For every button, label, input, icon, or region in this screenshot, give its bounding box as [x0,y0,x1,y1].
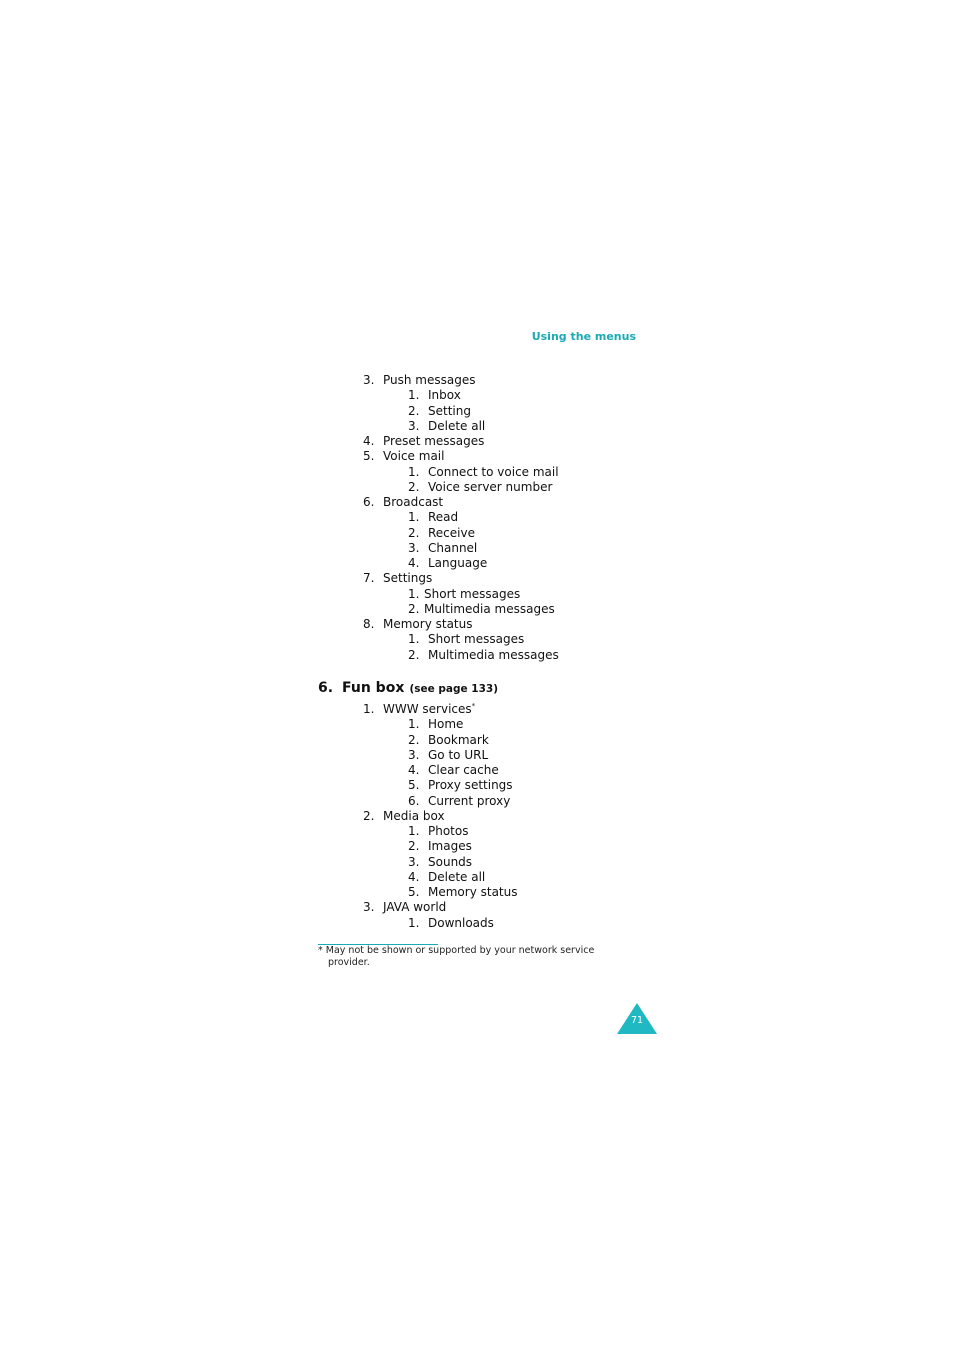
item-label: Short messages [428,632,525,647]
item-number: 4. [363,434,375,448]
submenu-item [318,510,658,525]
footnote-line-2: provider. [328,957,370,968]
item-number: 1. [363,702,375,716]
heading-page-reference: (see page 133) [409,683,498,695]
item-number: 6. [363,495,375,509]
submenu-item [318,419,658,434]
item-label: Multimedia messages [424,601,555,616]
fun-box-heading [318,677,658,696]
item-label: Multimedia messages [428,647,559,662]
item-label: Push messages [383,373,476,387]
item-number: 2. [408,601,420,616]
item-label: Short messages [424,586,521,601]
item-label: JAVA world [383,900,447,915]
item-label: Setting [428,403,471,418]
item-number: 3. [408,747,420,762]
item-label: Read [428,510,459,525]
item-number: 2. [408,647,420,662]
submenu-item [318,602,658,617]
item-number: 6. [408,793,420,808]
item-number: 1. [408,510,420,525]
item-label: Preset messages [383,434,485,448]
item-label: Media box [383,808,445,823]
item-label: Receive [428,525,475,540]
item-label: Downloads [428,915,494,930]
item-number: 3. [363,900,375,915]
submenu-item [318,388,658,403]
submenu-item [318,648,658,663]
menu-item [318,617,658,632]
submenu-item [318,794,658,809]
item-number: 3. [408,854,420,869]
item-number: 3. [408,418,420,433]
submenu-item [318,733,658,748]
section-header: Using the menus [531,330,636,343]
item-label: Go to URL [428,747,489,762]
fun-box-menu-list [318,702,658,931]
item-label: Clear cache [428,763,499,777]
footnote [318,945,608,969]
menu-item [318,434,658,449]
item-label: Channel [428,540,478,555]
item-number: 4. [408,763,420,777]
item-number: 7. [363,571,375,586]
submenu-item [318,870,658,885]
menu-item [318,495,658,510]
submenu-item [318,717,658,732]
menu-item [318,449,658,464]
item-number: 2. [408,403,420,418]
item-number: 4. [408,869,420,884]
item-number: 1. [408,717,420,732]
item-label: Language [428,556,488,570]
item-label: Memory status [383,617,473,631]
submenu-item [318,748,658,763]
submenu-item [318,632,658,647]
item-label: Home [428,717,464,732]
submenu-item [318,839,658,854]
submenu-item [318,541,658,556]
item-label: Sounds [428,854,473,869]
submenu-item [318,556,658,571]
menu-item [318,702,658,717]
menu-item [318,571,658,586]
page-number-badge [617,1003,657,1034]
messages-menu-list [318,373,658,663]
item-label: WWW services [383,702,472,716]
item-label: Delete all [428,418,486,433]
item-label: Voice server number [428,479,553,494]
item-label: Current proxy [428,793,511,808]
submenu-item [318,480,658,495]
item-number: 2. [408,525,420,540]
item-number: 2. [408,839,420,854]
menu-item [318,900,658,915]
item-label: Delete all [428,869,486,884]
submenu-item [318,824,658,839]
item-number: 4. [408,556,420,570]
submenu-item [318,885,658,900]
submenu-item [318,855,658,870]
submenu-item [318,526,658,541]
item-label: Voice mail [383,449,445,464]
submenu-item [318,587,658,602]
item-label: Photos [428,824,469,838]
item-label: Connect to voice mail [428,464,559,479]
submenu-item [318,465,658,480]
submenu-item [318,778,658,793]
menu-item [318,373,658,388]
item-label: Settings [383,571,433,586]
item-number: 5. [363,449,375,464]
item-number: 8. [363,617,375,631]
submenu-item [318,404,658,419]
item-number: 1. [408,915,420,930]
item-label: Bookmark [428,732,489,747]
item-number: 5. [408,778,420,793]
item-number: 3. [408,540,420,555]
footnote-line-1: * May not be shown or supported by your network service [318,945,595,956]
page-number: 71 [630,1015,644,1026]
item-number: 2. [408,479,420,494]
item-label: Inbox [428,388,461,403]
item-number: 2. [363,808,375,823]
item-number: 1. [408,632,420,647]
footnote-marker: * [471,702,476,710]
item-label: Memory status [428,885,518,899]
submenu-item [318,916,658,931]
item-number: 1. [408,464,420,479]
item-label: Proxy settings [428,778,513,793]
submenu-item [318,763,658,778]
item-label: Broadcast [383,495,444,509]
heading-number: 6. [318,680,334,696]
item-number: 1. [408,586,420,601]
item-number: 5. [408,885,420,899]
item-number: 1. [408,824,420,838]
item-number: 3. [363,373,375,387]
heading-title: Fun box [342,680,405,696]
item-label: Images [428,839,472,854]
menu-item [318,809,658,824]
item-number: 2. [408,732,420,747]
item-number: 1. [408,388,420,403]
